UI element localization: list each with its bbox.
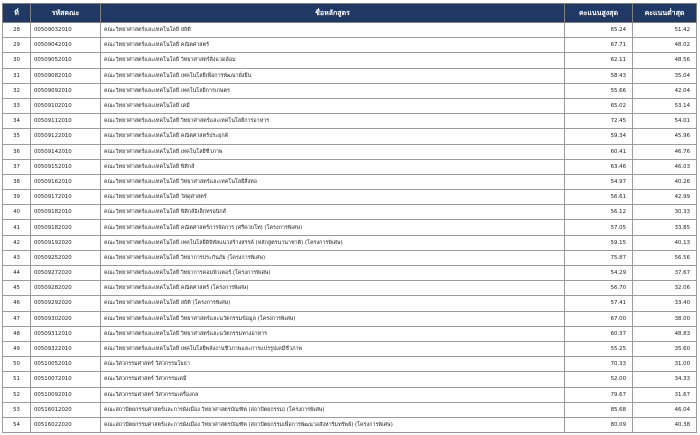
faculty-code: 00509162010	[31, 174, 101, 189]
faculty-code: 00509172010	[31, 190, 101, 205]
row-number: 38	[3, 174, 31, 189]
min-score: 48.02	[633, 38, 697, 53]
header-min-score: คะแนนต่ำสุด	[633, 4, 697, 23]
program-name: คณะวิทยาศาสตร์และเทคโนโลยี วิทยาศาสตร์และเทคโนโลยีสิ่งทอ	[101, 174, 565, 189]
table-row	[3, 68, 697, 83]
faculty-code: 00516012020	[31, 402, 101, 417]
max-score: 62.11	[565, 53, 633, 68]
min-score: 56.56	[633, 250, 697, 265]
program-name: คณะวิทยาศาสตร์และเทคโนโลยี ฟิสิกส์อิเล็กทรอนิกส์	[101, 205, 565, 220]
min-score: 32.06	[633, 281, 697, 296]
program-name: คณะวิทยาศาสตร์และเทคโนโลยี วิทยาศาสตร์และนวัตกรรมทางอาหาร	[101, 326, 565, 341]
row-number: 39	[3, 190, 31, 205]
max-score: 75.87	[565, 250, 633, 265]
max-score: 56.12	[565, 205, 633, 220]
row-number: 29	[3, 38, 31, 53]
min-score: 48.83	[633, 326, 697, 341]
table-header	[3, 4, 697, 23]
min-score: 31.00	[633, 357, 697, 372]
program-name: คณะวิทยาศาสตร์และเทคโนโลยี เทคโนโลยีพลังงานชีวภาพและการแปรรูปเคมีชีวภาพ	[101, 341, 565, 356]
header-no: ที่	[3, 4, 31, 23]
row-number: 46	[3, 296, 31, 311]
table-row	[3, 417, 697, 432]
table-row	[3, 205, 697, 220]
max-score: 54.29	[565, 266, 633, 281]
program-name: คณะวิทยาศาสตร์และเทคโนโลยี วัสดุศาสตร์	[101, 190, 565, 205]
faculty-code: 00510052010	[31, 357, 101, 372]
faculty-code: 00509122010	[31, 129, 101, 144]
row-number: 44	[3, 266, 31, 281]
max-score: 60.41	[565, 144, 633, 159]
max-score: 59.34	[565, 129, 633, 144]
header-faculty-code: รหัสคณะ	[31, 4, 101, 23]
faculty-code: 00509082010	[31, 68, 101, 83]
min-score: 48.56	[633, 53, 697, 68]
min-score: 34.33	[633, 372, 697, 387]
min-score: 54.01	[633, 114, 697, 129]
program-name: คณะสถาปัตยกรรมศาสตร์และการผังเมือง วิทยาศาสตรบัณฑิต (สถาปัตยกรรม) (โครงการพิเศษ)	[101, 402, 565, 417]
row-number: 32	[3, 83, 31, 98]
max-score: 65.24	[565, 23, 633, 38]
min-score: 31.67	[633, 387, 697, 402]
program-name: คณะวิทยาศาสตร์และเทคโนโลยี เทคโนโลยีเพื่อการพัฒนายั่งยืน	[101, 68, 565, 83]
table-row	[3, 23, 697, 38]
max-score: 85.68	[565, 402, 633, 417]
row-number: 45	[3, 281, 31, 296]
min-score: 30.33	[633, 205, 697, 220]
table-row	[3, 98, 697, 113]
program-name: คณะวิทยาศาสตร์และเทคโนโลยี วิทยาศาสตร์สิ่งแวดล้อม	[101, 53, 565, 68]
min-score: 37.67	[633, 266, 697, 281]
min-score: 45.96	[633, 129, 697, 144]
min-score: 42.99	[633, 190, 697, 205]
max-score: 70.33	[565, 357, 633, 372]
row-number: 47	[3, 311, 31, 326]
faculty-code: 00509102010	[31, 98, 101, 113]
row-number: 51	[3, 372, 31, 387]
faculty-code: 00509272020	[31, 266, 101, 281]
min-score: 33.40	[633, 296, 697, 311]
min-score: 42.04	[633, 83, 697, 98]
min-score: 35.60	[633, 341, 697, 356]
faculty-code: 00509142010	[31, 144, 101, 159]
program-name: คณะวิทยาศาสตร์และเทคโนโลยี คณิตศาสตร์	[101, 38, 565, 53]
max-score: 79.67	[565, 387, 633, 402]
program-name: คณะวิทยาศาสตร์และเทคโนโลยี เทคโนโลยีดิจิทัลแนวสร้างสรรค์ (หลักสูตรนานาชาติ) (โครงการพิเศษ)	[101, 235, 565, 250]
table-row	[3, 341, 697, 356]
faculty-code: 00509192020	[31, 235, 101, 250]
faculty-code: 00509152010	[31, 159, 101, 174]
faculty-code: 00509182020	[31, 220, 101, 235]
max-score: 72.45	[565, 114, 633, 129]
table-row	[3, 372, 697, 387]
table-row	[3, 387, 697, 402]
table-row	[3, 357, 697, 372]
row-number: 41	[3, 220, 31, 235]
min-score: 40.38	[633, 417, 697, 432]
faculty-code: 00509302020	[31, 311, 101, 326]
max-score: 67.00	[565, 311, 633, 326]
row-number: 30	[3, 53, 31, 68]
table-row	[3, 129, 697, 144]
row-number: 40	[3, 205, 31, 220]
program-name: คณะวิทยาศาสตร์และเทคโนโลยี วิทยาศาสตร์และเทคโนโลยีการอาหาร	[101, 114, 565, 129]
max-score: 55.25	[565, 341, 633, 356]
max-score: 59.15	[565, 235, 633, 250]
max-score: 67.71	[565, 38, 633, 53]
program-name: คณะวิทยาศาสตร์และเทคโนโลยี ฟิสิกส์	[101, 159, 565, 174]
program-name: คณะวิทยาศาสตร์และเทคโนโลยี วิทยาการประกันภัย (โครงการพิเศษ)	[101, 250, 565, 265]
header-max-score: คะแนนสูงสุด	[565, 4, 633, 23]
faculty-code: 00510092010	[31, 387, 101, 402]
row-number: 43	[3, 250, 31, 265]
min-score: 46.76	[633, 144, 697, 159]
table-row	[3, 114, 697, 129]
row-number: 35	[3, 129, 31, 144]
faculty-code: 00509042010	[31, 38, 101, 53]
row-number: 37	[3, 159, 31, 174]
min-score: 40.13	[633, 235, 697, 250]
program-name: คณะวิทยาศาสตร์และเทคโนโลยี เคมี	[101, 98, 565, 113]
table-row	[3, 326, 697, 341]
min-score: 46.03	[633, 159, 697, 174]
table-row	[3, 174, 697, 189]
program-name: คณะวิทยาศาสตร์และเทคโนโลยี สถิติ (โครงการพิเศษ)	[101, 296, 565, 311]
program-name: คณะวิศวกรรมศาสตร์ วิศวกรรมเคมี	[101, 372, 565, 387]
row-number: 53	[3, 402, 31, 417]
score-table	[2, 3, 697, 433]
row-number: 36	[3, 144, 31, 159]
program-name: คณะวิทยาศาสตร์และเทคโนโลยี คณิตศาสตร์ประยุกต์	[101, 129, 565, 144]
table-row	[3, 296, 697, 311]
header-row	[3, 4, 697, 23]
faculty-code: 00509252020	[31, 250, 101, 265]
max-score: 56.61	[565, 190, 633, 205]
max-score: 57.05	[565, 220, 633, 235]
min-score: 35.04	[633, 68, 697, 83]
faculty-code: 00509092010	[31, 83, 101, 98]
program-name: คณะวิทยาศาสตร์และเทคโนโลยี วิทยาการคอมพิวเตอร์ (โครงการพิเศษ)	[101, 266, 565, 281]
table-row	[3, 159, 697, 174]
table-row	[3, 38, 697, 53]
min-score: 40.26	[633, 174, 697, 189]
table-row	[3, 220, 697, 235]
table-row	[3, 190, 697, 205]
max-score: 80.09	[565, 417, 633, 432]
faculty-code: 00509182010	[31, 205, 101, 220]
faculty-code: 00509032010	[31, 23, 101, 38]
row-number: 31	[3, 68, 31, 83]
faculty-code: 00510072010	[31, 372, 101, 387]
program-name: คณะวิทยาศาสตร์และเทคโนโลยี สถิติ	[101, 23, 565, 38]
min-score: 33.85	[633, 220, 697, 235]
row-number: 49	[3, 341, 31, 356]
row-number: 34	[3, 114, 31, 129]
header-program-name: ชื่อหลักสูตร	[101, 4, 565, 23]
program-name: คณะวิทยาศาสตร์และเทคโนโลยี เทคโนโลยีการเกษตร	[101, 83, 565, 98]
table-row	[3, 266, 697, 281]
max-score: 63.46	[565, 159, 633, 174]
faculty-code: 00509052010	[31, 53, 101, 68]
table-row	[3, 311, 697, 326]
program-name: คณะวิทยาศาสตร์และเทคโนโลยี เทคโนโลยีชีวภาพ	[101, 144, 565, 159]
faculty-code: 00509282020	[31, 281, 101, 296]
faculty-code: 00509112010	[31, 114, 101, 129]
row-number: 54	[3, 417, 31, 432]
max-score: 65.02	[565, 98, 633, 113]
max-score: 56.70	[565, 281, 633, 296]
table-row	[3, 250, 697, 265]
program-name: คณะวิศวกรรมศาสตร์ วิศวกรรมโยธา	[101, 357, 565, 372]
program-name: คณะวิศวกรรมศาสตร์ วิศวกรรมเครื่องกล	[101, 387, 565, 402]
program-name: คณะสถาปัตยกรรมศาสตร์และการผังเมือง วิทยาศาสตรบัณฑิต (สถาปัตยกรรมเพื่อการพัฒนาอสังหาริมทรัพย์) (โครงการพิเศษ)	[101, 417, 565, 432]
faculty-code: 00516022020	[31, 417, 101, 432]
table-row	[3, 235, 697, 250]
program-name: คณะวิทยาศาสตร์และเทคโนโลยี คณิตศาสตร์ (โครงการพิเศษ)	[101, 281, 565, 296]
table-row	[3, 53, 697, 68]
row-number: 28	[3, 23, 31, 38]
row-number: 48	[3, 326, 31, 341]
faculty-code: 00509312010	[31, 326, 101, 341]
max-score: 52.00	[565, 372, 633, 387]
table-row	[3, 83, 697, 98]
min-score: 53.14	[633, 98, 697, 113]
max-score: 57.41	[565, 296, 633, 311]
row-number: 52	[3, 387, 31, 402]
min-score: 51.42	[633, 23, 697, 38]
row-number: 42	[3, 235, 31, 250]
row-number: 50	[3, 357, 31, 372]
table-row	[3, 144, 697, 159]
min-score: 46.04	[633, 402, 697, 417]
max-score: 54.97	[565, 174, 633, 189]
program-name: คณะวิทยาศาสตร์และเทคโนโลยี คณิตศาสตร์การจัดการ (ศรีควบโท) (โครงการพิเศษ)	[101, 220, 565, 235]
table-row	[3, 281, 697, 296]
row-number: 33	[3, 98, 31, 113]
min-score: 38.00	[633, 311, 697, 326]
faculty-code: 00509292020	[31, 296, 101, 311]
max-score: 60.37	[565, 326, 633, 341]
max-score: 55.66	[565, 83, 633, 98]
faculty-code: 00509322010	[31, 341, 101, 356]
table-body	[3, 23, 697, 433]
program-name: คณะวิทยาศาสตร์และเทคโนโลยี วิทยาศาสตร์และนวัตกรรมข้อมูล (โครงการพิเศษ)	[101, 311, 565, 326]
max-score: 58.43	[565, 68, 633, 83]
table-row	[3, 402, 697, 417]
